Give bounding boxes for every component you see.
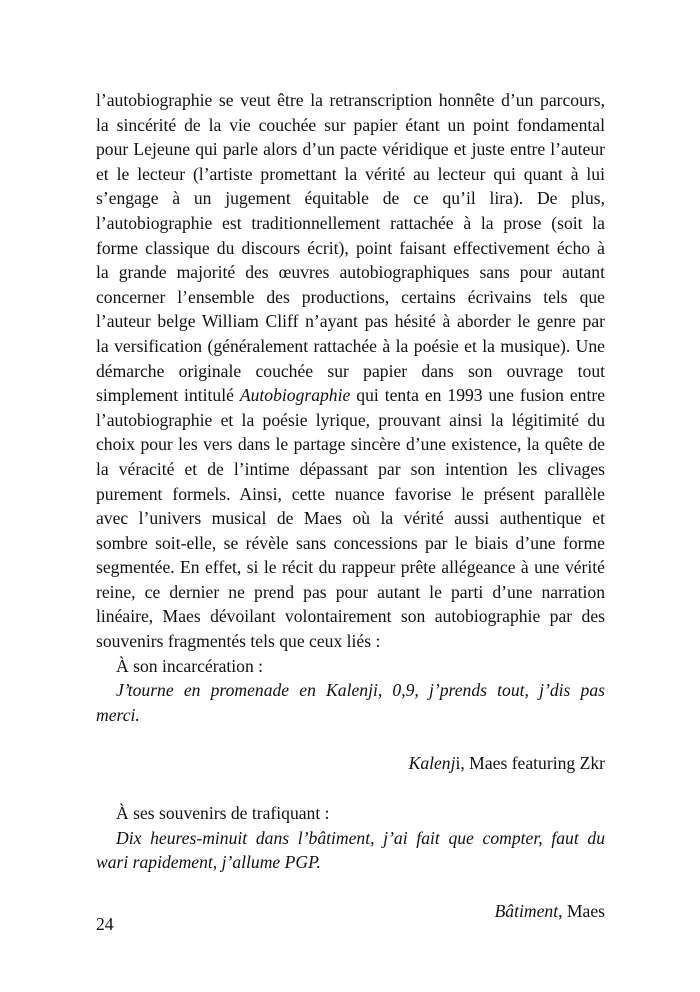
text-line-with-title <box>96 383 605 408</box>
text-line: reine, ce dernier ne prend pas pour autant le parti d’une narration <box>96 581 605 602</box>
lyric-source <box>96 899 605 924</box>
lyric-line: wari rapidement, j’allume PGP. <box>96 852 321 873</box>
text-line: forme classique du discours écrit), point faisant effectivement écho à <box>96 237 605 258</box>
text-line: pour Lejeune qui parle alors d’un pacte véridique et juste entre l’auteur <box>96 139 605 160</box>
text-fragment: qui tenta en 1993 une fusion entre <box>350 385 606 406</box>
text-line: avec l’univers musical de Maes où la vérité aussi authentique et <box>96 508 605 529</box>
text-line: l’autobiographie et la poésie lyrique, prouvant ainsi la légitimité du <box>96 409 605 430</box>
text-line: et le lecteur (l’artiste promettant la vérité au lecteur qui quant à lui <box>96 163 605 184</box>
text-line: l’autobiographie se veut être la retranscription honnête d’un parcours, <box>96 90 605 110</box>
text-line: s’engage à un jugement équitable de ce qu’il lira). De plus, <box>96 188 605 209</box>
source-artist: , Maes <box>558 900 605 921</box>
text-line: linéaire, Maes dévoilant volontairement son autobiographie par des <box>96 606 605 627</box>
page-number: 24 <box>96 914 114 934</box>
text-line: choix pour les vers dans le partage sincère d’une existence, la quête de <box>96 434 605 455</box>
text-line: l’autobiographie est traditionnellement rattachée à la prose (soit la <box>96 212 605 233</box>
work-title: Autobiographie <box>239 385 351 406</box>
document-page <box>96 88 605 923</box>
text-line: la sincérité de la vie couchée sur papier étant un point fondamental <box>96 114 605 135</box>
text-line: concerner l’ensemble des productions, certains écrivains tels que <box>96 286 605 307</box>
text-line: l’auteur belge William Cliff n’ayant pas hésité à aborder le genre par <box>96 311 605 332</box>
text-line: souvenirs fragmentés tels que ceux liés : <box>96 631 381 652</box>
body-paragraph <box>96 88 605 654</box>
lyric-quote <box>96 826 605 875</box>
text-line: la versification (généralement rattachée à la poésie et la musique). Une <box>96 335 605 356</box>
lyric-source <box>96 751 605 776</box>
text-line: segmentée. En effet, si le récit du rappeur prête allégeance à une vérité <box>96 557 605 578</box>
text-line: la grande majorité des œuvres autobiographiques sans pour autant <box>96 262 605 283</box>
spacer <box>96 776 605 801</box>
lyric-line: merci. <box>96 704 140 725</box>
text-line: purement formels. Ainsi, cette nuance favorise le présent parallèle <box>96 483 605 504</box>
text-line: démarche originale couchée sur papier dans son ouvrage tout <box>96 360 605 381</box>
lyric-line: J’tourne en promenade en Kalenji, 0,9, j’prends tout, j’dis pas <box>116 680 605 701</box>
source-artist: i, Maes featuring Zkr <box>455 753 605 774</box>
excerpt-intro: À son incarcération : <box>116 655 264 676</box>
song-title: Kalenj <box>408 753 456 774</box>
song-title: Bâtiment <box>494 900 559 921</box>
excerpt-intro: À ses souvenirs de trafiquant : <box>116 803 330 824</box>
text-line: sombre soit-elle, se révèle sans concessions par le biais d’une forme <box>96 532 605 553</box>
spacer <box>96 727 605 751</box>
text-line: la véracité et de l’intime dépassant par son intention les clivages <box>96 458 605 479</box>
lyric-quote <box>96 678 605 727</box>
spacer <box>96 875 605 899</box>
text-fragment: simplement intitulé <box>96 385 240 406</box>
lyric-line: Dix heures-minuit dans l’bâtiment, j’ai fait que compter, faut du <box>116 827 605 848</box>
